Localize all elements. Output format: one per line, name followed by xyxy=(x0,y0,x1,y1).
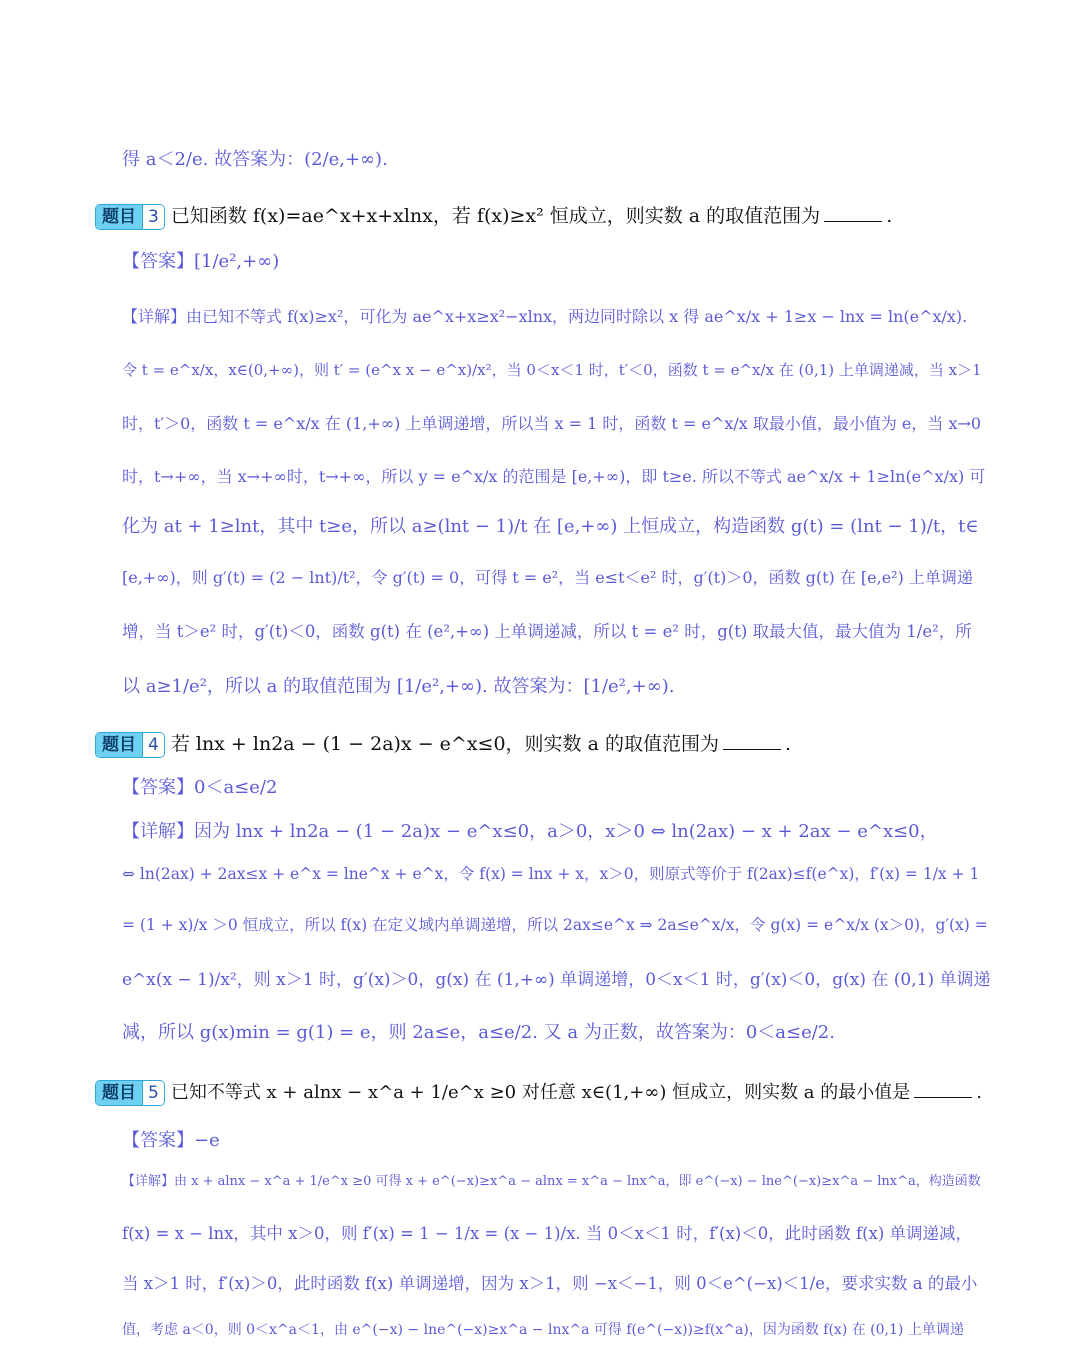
problem-3: 题目 3 已知函数 f(x)=ae^x+x+xlnx，若 f(x)≥x² 恒成立，则实数 a 的取值范围为 . xyxy=(95,203,990,230)
solution-4-line-3: = (1 + x)/x ＞0 恒成立，所以 f(x) 在定义域内单调递增，所以 2ax≤e^x ⇒ 2a≤e^x/x，令 g(x) = e^x/x (x＞0)，g′(x) = xyxy=(122,916,988,934)
problem-4-text: 若 lnx + ln2a − (1 − 2a)x − e^x≤0，则实数 a 的取值范围为 xyxy=(170,733,719,755)
answer-4: 【答案】0＜a≤e/2 xyxy=(122,777,278,798)
solution-3-line-2: 令 t = e^x/x，x∈(0,+∞)，则 t′ = (e^x x − e^x)/x²，当 0＜x＜1 时，t′＜0，函数 t = e^x/x 在 (0,1) 上单调递减，当 x＞1 xyxy=(122,361,982,379)
solution-4-line-4: e^x(x − 1)/x²，则 x＞1 时，g′(x)＞0，g(x) 在 (1,+∞) 单调递增，0＜x＜1 时，g′(x)＜0，g(x) 在 (0,1) 单调递 xyxy=(122,970,991,990)
problem-5-text: 已知不等式 x + alnx − x^a + 1/e^x ≥0 对任意 x∈(1,+∞) 恒成立，则实数 a 的最小值是 xyxy=(170,1082,911,1103)
problem-5: 题目 5 已知不等式 x + alnx − x^a + 1/e^x ≥0 对任意 x∈(1,+∞) 恒成立，则实数 a 的最小值是 . xyxy=(95,1080,990,1106)
problem-4: 题目 4 若 lnx + ln2a − (1 − 2a)x − e^x≤0，则实数 a 的取值范围为 . xyxy=(95,731,990,758)
solution-4-line-5: 减，所以 g(x)min = g(1) = e，则 2a≤e，a≤e/2. 又 a 为正数，故答案为：0＜a≤e/2. xyxy=(122,1022,835,1043)
answer-blank xyxy=(914,1097,972,1098)
badge-number: 4 xyxy=(142,733,164,757)
problem-badge-5 xyxy=(95,1080,165,1106)
solution-3-line-6: [e,+∞)，则 g′(t) = (2 − lnt)/t²，令 g′(t) = 0，可得 t = e²，当 e≤t＜e² 时，g′(t)＞0，函数 g(t) 在 [e,e²) 上单调递 xyxy=(122,568,973,587)
answer-3: 【答案】[1/e²,+∞) xyxy=(122,251,280,272)
solution-5-line-2: f(x) = x − lnx，其中 x＞0，则 f′(x) = 1 − 1/x = (x − 1)/x. 当 0＜x＜1 时，f′(x)＜0，此时函数 f(x) 单调递减， xyxy=(122,1224,973,1243)
answer-5: 【答案】−e xyxy=(122,1130,220,1151)
solution-5-line-1: 【详解】由 x + alnx − x^a + 1/e^x ≥0 可得 x + e^(−x)≥x^a − alnx = x^a − lnx^a，即 e^(−x) − lne^(−x)≥x^a − lnx^a，构造函数 xyxy=(122,1174,981,1189)
solution-3-line-4: 时，t→+∞，当 x→+∞时，t→+∞，所以 y = e^x/x 的范围是 [e,+∞)，即 t≥e. 所以不等式 ae^x/x + 1≥ln(e^x/x) 可 xyxy=(122,467,986,486)
answer-blank xyxy=(824,221,882,222)
badge-number: 3 xyxy=(142,205,164,229)
problem-badge-4 xyxy=(95,732,165,758)
badge-label: 题目 xyxy=(96,205,142,229)
solution-5-line-4: 值，考虑 a＜0，则 0＜x^a＜1，由 e^(−x) − lne^(−x)≥x^a − lnx^a 可得 f(e^(−x))≥f(x^a)，因为函数 f(x) 在 (0,1) 上单调递 xyxy=(122,1322,964,1338)
badge-number: 5 xyxy=(142,1081,164,1105)
solution-4-line-2: ⇔ ln(2ax) + 2ax≤x + e^x = lne^x + e^x，令 f(x) = lnx + x，x＞0，则原式等价于 f(2ax)≤f(e^x)，f′(x) = 1/x + 1 xyxy=(122,865,980,883)
solution-4-line-1: 【详解】因为 lnx + ln2a − (1 − 2a)x − e^x≤0，a＞0，x＞0 ⇔ ln(2ax) − x + 2ax − e^x≤0， xyxy=(122,821,938,842)
solution-3-line-3: 时，t′＞0，函数 t = e^x/x 在 (1,+∞) 上单调递增，所以当 x = 1 时，函数 t = e^x/x 取最小值，最小值为 e，当 x→0 xyxy=(122,414,982,433)
solution-3-line-5: 化为 at + 1≥lnt，其中 t≥e，所以 a≥(lnt − 1)/t 在 [e,+∞) 上恒成立，构造函数 g(t) = (lnt − 1)/t，t∈ xyxy=(122,516,979,537)
badge-label: 题目 xyxy=(96,1081,142,1105)
previous-answer-line: 得 a＜2/e. 故答案为：(2/e,+∞). xyxy=(122,149,388,170)
answer-blank xyxy=(723,749,781,750)
solution-3-line-1: 【详解】由已知不等式 f(x)≥x²，可化为 ae^x+x≥x²−xlnx，两边同时除以 x 得 ae^x/x + 1≥x − lnx = ln(e^x/x). xyxy=(122,307,968,326)
solution-3-line-8: 以 a≥1/e²，所以 a 的取值范围为 [1/e²,+∞). 故答案为：[1/e²,+∞). xyxy=(122,676,675,697)
problem-3-text: 已知函数 f(x)=ae^x+x+xlnx，若 f(x)≥x² 恒成立，则实数 a 的取值范围为 xyxy=(170,205,821,227)
badge-label: 题目 xyxy=(96,733,142,757)
solution-3-line-7: 增，当 t＞e² 时，g′(t)＜0，函数 g(t) 在 (e²,+∞) 上单调递减，所以 t = e² 时，g(t) 取最大值，最大值为 1/e²，所 xyxy=(122,622,972,641)
problem-badge-3 xyxy=(95,204,165,230)
solution-5-line-3: 当 x＞1 时，f′(x)＞0，此时函数 f(x) 单调递增，因为 x＞1，则 −x＜−1，则 0＜e^(−x)＜1/e，要求实数 a 的最小 xyxy=(122,1274,978,1293)
